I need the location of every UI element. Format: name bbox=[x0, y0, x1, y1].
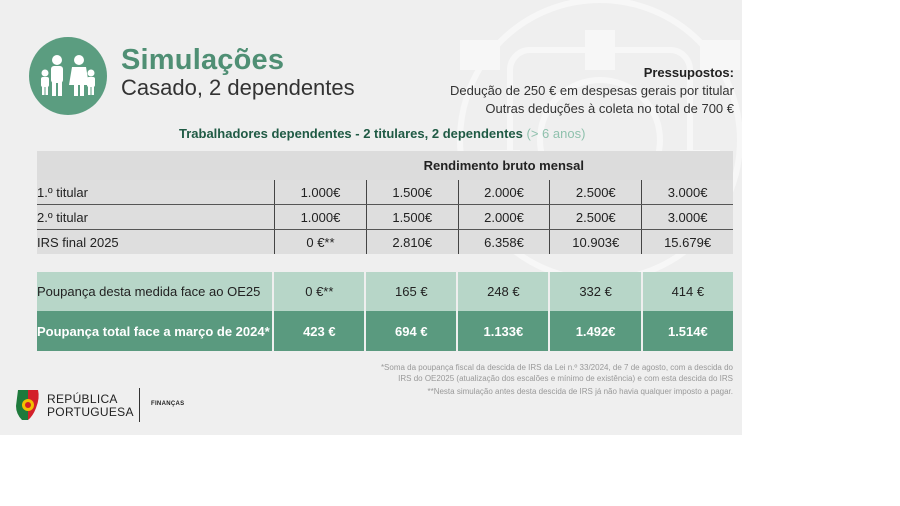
footnotes bbox=[381, 363, 733, 398]
table-cell: 423 € bbox=[273, 311, 365, 351]
republic-emblem-icon bbox=[14, 388, 42, 422]
table-cell: 332 € bbox=[549, 272, 641, 311]
assumptions-block bbox=[450, 64, 734, 118]
table-cell: 1.514€ bbox=[642, 311, 733, 351]
logo-line: REPÚBLICA bbox=[47, 392, 118, 406]
table-row bbox=[37, 180, 733, 205]
table-cell: 694 € bbox=[365, 311, 457, 351]
republic-logo-text bbox=[47, 393, 134, 419]
table-cell: 1.000€ bbox=[275, 180, 367, 205]
ministry-label: FINANÇAS bbox=[151, 401, 185, 407]
column-group-header: Rendimento bruto mensal bbox=[275, 151, 733, 180]
savings-total-row bbox=[37, 311, 733, 351]
family-icon bbox=[29, 37, 107, 115]
page-subtitle: Casado, 2 dependentes bbox=[121, 75, 355, 100]
savings-row bbox=[37, 272, 733, 311]
table-cell: 165 € bbox=[365, 272, 457, 311]
savings-table bbox=[37, 272, 733, 351]
assumption-line: Outras deduções à coleta no total de 700 € bbox=[485, 101, 734, 116]
table-row bbox=[37, 230, 733, 255]
table-cell: 2.500€ bbox=[550, 205, 642, 230]
income-table bbox=[37, 151, 733, 254]
footnote-line: *Soma da poupança fiscal da descida de IRS da Lei n.º 33/2024, de 7 de agosto, com a descida do bbox=[380, 363, 733, 372]
table-cell: 2.810€ bbox=[366, 230, 458, 255]
logo-line: PORTUGUESA bbox=[47, 405, 134, 419]
table-cell: 414 € bbox=[642, 272, 733, 311]
table-cell: 2.000€ bbox=[458, 180, 550, 205]
row-label: 2.º titular bbox=[37, 205, 275, 230]
table-cell: 3.000€ bbox=[642, 180, 733, 205]
table-cell: 2.500€ bbox=[550, 180, 642, 205]
table-cell: 1.000€ bbox=[275, 205, 367, 230]
logo-divider bbox=[139, 388, 140, 422]
page-title: Simulações bbox=[121, 44, 285, 76]
row-label: 1.º titular bbox=[37, 180, 275, 205]
table-heading-extra: (> 6 anos) bbox=[526, 126, 586, 141]
table-cell: 2.000€ bbox=[458, 205, 550, 230]
table-cell: 15.679€ bbox=[642, 230, 733, 255]
table-cell: 10.903€ bbox=[550, 230, 642, 255]
table-heading-main: Trabalhadores dependentes - 2 titulares, 2 dependentes bbox=[179, 126, 523, 141]
table-cell: 1.500€ bbox=[366, 205, 458, 230]
row-label: Poupança total face a março de 2024* bbox=[37, 311, 273, 351]
footnote-line: **Nesta simulação antes desta descida de IRS já não havia qualquer imposto a pagar. bbox=[427, 387, 733, 396]
table-header-row bbox=[37, 151, 733, 180]
row-label: Poupança desta medida face ao OE25 bbox=[37, 272, 273, 311]
footnote-line: IRS do OE2025 (atualização dos escalões e mínimo de existência) e com esta descida do IRS bbox=[398, 374, 733, 383]
table-cell: 0 €** bbox=[275, 230, 367, 255]
table-cell: 248 € bbox=[457, 272, 549, 311]
assumption-line: Dedução de 250 € em despesas gerais por titular bbox=[449, 83, 734, 98]
table-heading bbox=[179, 126, 585, 141]
table-cell: 6.358€ bbox=[458, 230, 550, 255]
row-label: IRS final 2025 bbox=[37, 230, 275, 255]
table-cell: 0 €** bbox=[273, 272, 365, 311]
table-cell: 1.500€ bbox=[366, 180, 458, 205]
table-row bbox=[37, 205, 733, 230]
table-cell: 3.000€ bbox=[642, 205, 733, 230]
table-cell: 1.133€ bbox=[457, 311, 549, 351]
assumptions-heading: Pressupostos: bbox=[643, 65, 734, 80]
table-cell: 1.492€ bbox=[549, 311, 641, 351]
